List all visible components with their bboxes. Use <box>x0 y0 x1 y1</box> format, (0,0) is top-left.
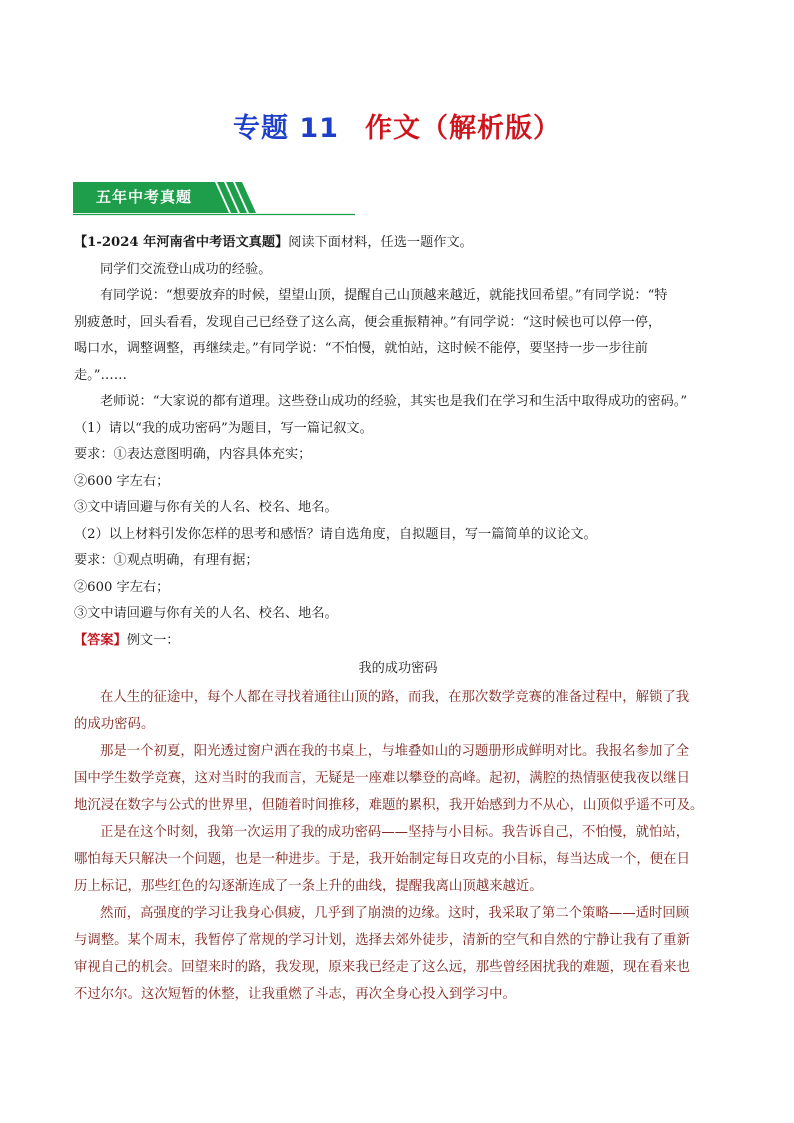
question-header <box>74 230 722 257</box>
section-banner <box>73 182 355 216</box>
essay-body <box>74 684 722 1008</box>
answer-header <box>74 628 722 655</box>
answer-label: 例文一： <box>126 632 180 648</box>
task-2-requirement: ②600 字左右； <box>74 579 170 595</box>
answer-tag: 【答案】 <box>74 632 127 648</box>
task-2-requirement: ③文中请回避与你有关的人名、校名、地名。 <box>74 606 338 621</box>
task-2-prompt: （2）以上材料引发你怎样的思考和感悟？请自选角度，自拟题目，写一篇简单的议论文。 <box>74 526 597 542</box>
essay-line: 的成功密码。 <box>74 716 155 732</box>
banner-label: 五年中考真题 <box>95 188 192 206</box>
essay-line: 地沉浸在数字与公式的世界里，但随着时间推移，难题的累积，我开始感到力不从心，山顶似乎遥不可及。 <box>74 797 704 813</box>
page-title <box>0 106 794 145</box>
instruction: 阅读下面材料，任选一题作文。 <box>288 235 473 250</box>
document-body <box>74 230 722 1008</box>
essay-line: 哪怕每天只解决一个问题，也是一种进步。于是，我开始制定每日攻克的小目标，每当达成一个，便在日 <box>74 851 690 867</box>
essay-line: 然而，高强度的学习让我身心俱疲，几乎到了崩溃的边缘。这时，我采取了第二个策略——适时回顾 <box>100 905 690 921</box>
task-1-requirement: ③文中请回避与你有关的人名、校名、地名。 <box>74 500 338 515</box>
task-2-requirement: 要求：①观点明确，有理有据； <box>74 553 259 568</box>
material-line: 有同学说：“想要放弃的时候，望望山顶，提醒自己山顶越来越近，就能找回希望。”有同学说：“特 <box>100 288 668 303</box>
essay-line: 历上标记，那些红色的勾逐渐连成了一条上升的曲线，提醒我离山顶越来越近。 <box>74 878 543 894</box>
essay-line: 不过尔尔。这次短暂的休整，让我重燃了斗志，再次全身心投入到学习中。 <box>74 986 516 1002</box>
essay-line: 国中学生数学竞赛，这对当时的我而言，无疑是一座难以攀登的高峰。起初，满腔的热情驱使我夜以继日 <box>74 770 690 786</box>
title-subject: 作文（解析版） <box>364 113 561 144</box>
title-topic: 专题 11 <box>233 113 339 144</box>
essay-line: 与调整。某个周末，我暂停了常规的学习计划，选择去郊外徒步，清新的空气和自然的宁静让我有了重新 <box>74 932 690 948</box>
material-line: 同学们交流登山成功的经验。 <box>100 261 272 277</box>
essay-line: 审视自己的机会。回望来时的路，我发现，原来我已经走了这么远，那些曾经困扰我的难题，现在看来也 <box>74 959 690 975</box>
essay-line: 正是在这个时刻，我第一次运用了我的成功密码——坚持与小目标。我告诉自己，不怕慢，就怕站， <box>100 824 690 840</box>
essay-title: 我的成功密码 <box>358 661 438 676</box>
material-line: 走。”…… <box>74 367 127 383</box>
task-1-requirement: 要求：①表达意图明确，内容具体充实； <box>74 447 312 462</box>
essay-line: 在人生的征途中，每个人都在寻找着通往山顶的路，而我，在那次数学竞赛的准备过程中，解锁了我 <box>100 689 690 705</box>
material-line: 老师说：“大家说的都有道理。这些登山成功的经验，其实也是我们在学习和生活中取得成功的密码。” <box>100 394 688 409</box>
essay-line: 那是一个初夏，阳光透过窗户洒在我的书桌上，与堆叠如山的习题册形成鲜明对比。我报名参加了全 <box>100 743 690 759</box>
material-line: 喝口水，调整调整，再继续走。”有同学说：“不怕慢，就怕站，这时候不能停，要坚持一步一步往前 <box>74 341 648 356</box>
material-line: 别疲惫时，回头看看，发现自己已经登了这么高，便会重振精神。”有同学说：“这时候也可以停一停， <box>74 314 662 330</box>
task-1-requirement: ②600 字左右； <box>74 473 170 489</box>
task-1-prompt: （1）请以“我的成功密码”为题目，写一篇记叙文。 <box>74 420 373 436</box>
source-tag: 【1-2024 年河南省中考语文真题】 <box>74 235 289 250</box>
